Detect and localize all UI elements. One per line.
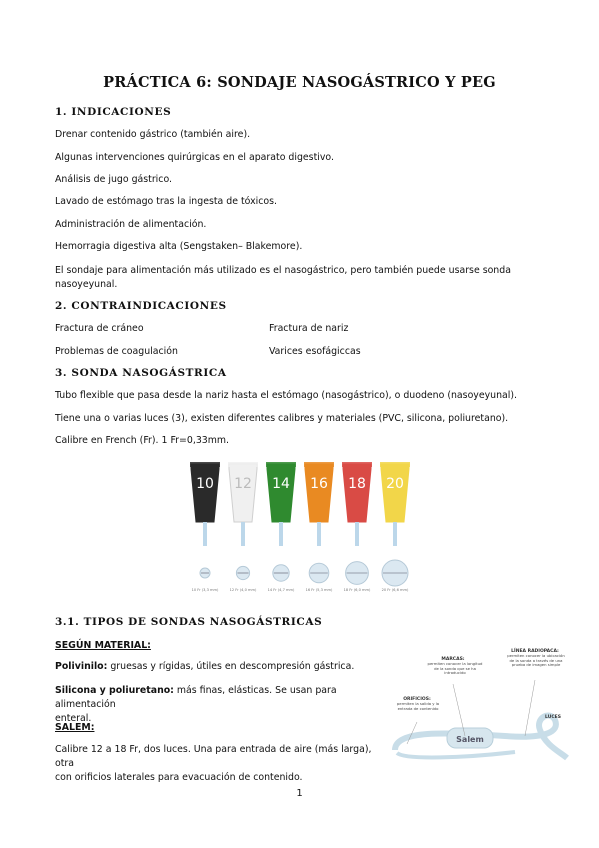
indication-item: Lavado de estómago tras la ingesta de tóxicos. bbox=[55, 196, 277, 207]
term-label: Silicona y poliuretano: bbox=[55, 685, 174, 696]
calibre-number: 12 bbox=[234, 476, 252, 492]
marcas-text: permiten conocer la longitud de la sonda que se ha introducido bbox=[427, 662, 483, 676]
calibre-item bbox=[266, 462, 296, 592]
subheading-salem: SALEM: bbox=[55, 722, 95, 733]
material-polivinilo bbox=[55, 660, 354, 674]
calibre-item bbox=[380, 462, 410, 592]
linea-title: LÍNEA RADIOPACA: bbox=[511, 649, 559, 654]
orificios-text: permiten la salida y la entrada de contenido bbox=[396, 702, 440, 711]
linea-text: permiten conocer la ubicación de la sonda a través de una prueba de imagen simple bbox=[507, 654, 565, 668]
section-heading-contraindicaciones: 2. CONTRAINDICACIONES bbox=[55, 300, 227, 312]
calibre-connector-lip bbox=[190, 462, 220, 467]
calibre-connector-lip bbox=[342, 462, 372, 467]
calibre-tube bbox=[355, 522, 359, 546]
calibre-tube bbox=[279, 522, 283, 546]
calibre-label: 10 Fr (3,3 mm) bbox=[191, 588, 219, 592]
calibre-label: 18 Fr (6,0 mm) bbox=[343, 588, 371, 592]
salem-tube-lumen bbox=[397, 752, 515, 757]
calibre-connector bbox=[267, 464, 295, 522]
calibre-connector bbox=[343, 464, 371, 522]
salem-line: con orificios laterales para evacuación de contenido. bbox=[55, 772, 303, 783]
note-paragraph bbox=[55, 264, 511, 292]
indication-item: Hemorragia digestiva alta (Sengstaken– Blakemore). bbox=[55, 241, 303, 252]
calibre-number: 10 bbox=[196, 476, 214, 492]
calibre-tube bbox=[393, 522, 397, 546]
calibre-connector-lip bbox=[266, 462, 296, 467]
contraindication-item: Problemas de coagulación bbox=[55, 346, 178, 357]
page-title: PRÁCTICA 6: SONDAJE NASOGÁSTRICO Y PEG bbox=[103, 74, 496, 91]
calibre-connector bbox=[191, 464, 219, 522]
salem-label: Salem bbox=[456, 735, 484, 744]
contraindication-item: Fractura de cráneo bbox=[55, 323, 144, 334]
calibre-connector-lip bbox=[304, 462, 334, 467]
calibre-item bbox=[342, 462, 372, 592]
calibre-item bbox=[304, 462, 334, 592]
indication-item: Análisis de jugo gástrico. bbox=[55, 174, 172, 185]
material-silicona bbox=[55, 684, 375, 726]
calibre-tube bbox=[241, 522, 245, 546]
calibre-label: 20 Fr (6,6 mm) bbox=[381, 588, 409, 592]
indication-item: Drenar contenido gástrico (también aire). bbox=[55, 129, 251, 140]
salem-tube-figure bbox=[385, 640, 575, 775]
calibre-item bbox=[228, 462, 258, 592]
calibre-tube bbox=[317, 522, 321, 546]
contraindication-item: Varices esofágiccas bbox=[269, 346, 361, 357]
salem-description bbox=[55, 743, 385, 785]
calibre-number: 20 bbox=[386, 476, 404, 492]
section-heading-indicaciones: 1. INDICACIONES bbox=[55, 106, 172, 118]
calibre-connector-lip bbox=[228, 462, 258, 467]
marcas-title: MARCAS: bbox=[441, 657, 465, 662]
calibre-figure bbox=[185, 460, 425, 598]
calibre-label: 14 Fr (4,7 mm) bbox=[267, 588, 295, 592]
luces-label: LUCES bbox=[545, 715, 561, 720]
term-text: enteral. bbox=[55, 713, 92, 724]
note-line: nasoyeyunal. bbox=[55, 279, 118, 290]
orificios-title: ORIFICIOS: bbox=[403, 697, 431, 702]
calibre-connector-lip bbox=[380, 462, 410, 467]
term-text: gruesas y rígidas, útiles en descompresión gástrica. bbox=[107, 661, 355, 672]
section-heading-tipos: 3.1. TIPOS DE SONDAS NASOGÁSTRICAS bbox=[55, 616, 323, 628]
indication-item: Administración de alimentación. bbox=[55, 219, 207, 230]
callout-line bbox=[525, 680, 535, 736]
subheading-material: SEGÚN MATERIAL: bbox=[55, 640, 151, 651]
term-text: más finas, elásticas. Se usan para alimentación bbox=[55, 685, 337, 710]
calibre-number: 14 bbox=[272, 476, 290, 492]
contraindication-item: Fractura de nariz bbox=[269, 323, 349, 334]
calibre-number: 18 bbox=[348, 476, 366, 492]
sonda-line: Tubo flexible que pasa desde la nariz hasta el estómago (nasogástrico), o duodeno (nasoyeyunal). bbox=[55, 390, 518, 401]
page-number: 1 bbox=[296, 788, 303, 799]
salem-line: Calibre 12 a 18 Fr, dos luces. Una para entrada de aire (más larga), otra bbox=[55, 744, 372, 769]
sonda-line: Calibre en French (Fr). 1 Fr=0,33mm. bbox=[55, 435, 230, 446]
note-line: El sondaje para alimentación más utilizado es el nasogástrico, pero también puede usarse sonda bbox=[55, 265, 511, 276]
calibre-item bbox=[190, 462, 220, 592]
section-heading-sonda: 3. SONDA NASOGÁSTRICA bbox=[55, 367, 227, 379]
calibre-label: 16 Fr (5,3 mm) bbox=[305, 588, 333, 592]
sonda-line: Tiene una o varias luces (3), existen diferentes calibres y materiales (PVC, silicona, poliuretano). bbox=[55, 413, 509, 424]
indication-item: Algunas intervenciones quirúrgicas en el aparato digestivo. bbox=[55, 152, 334, 163]
term-label: Polivinilo: bbox=[55, 661, 108, 672]
calibre-tube bbox=[203, 522, 207, 546]
calibre-label: 12 Fr (4,0 mm) bbox=[229, 588, 257, 592]
calibre-connector bbox=[229, 464, 257, 522]
calibre-number: 16 bbox=[310, 476, 328, 492]
calibre-connector bbox=[381, 464, 409, 522]
calibre-connector bbox=[305, 464, 333, 522]
